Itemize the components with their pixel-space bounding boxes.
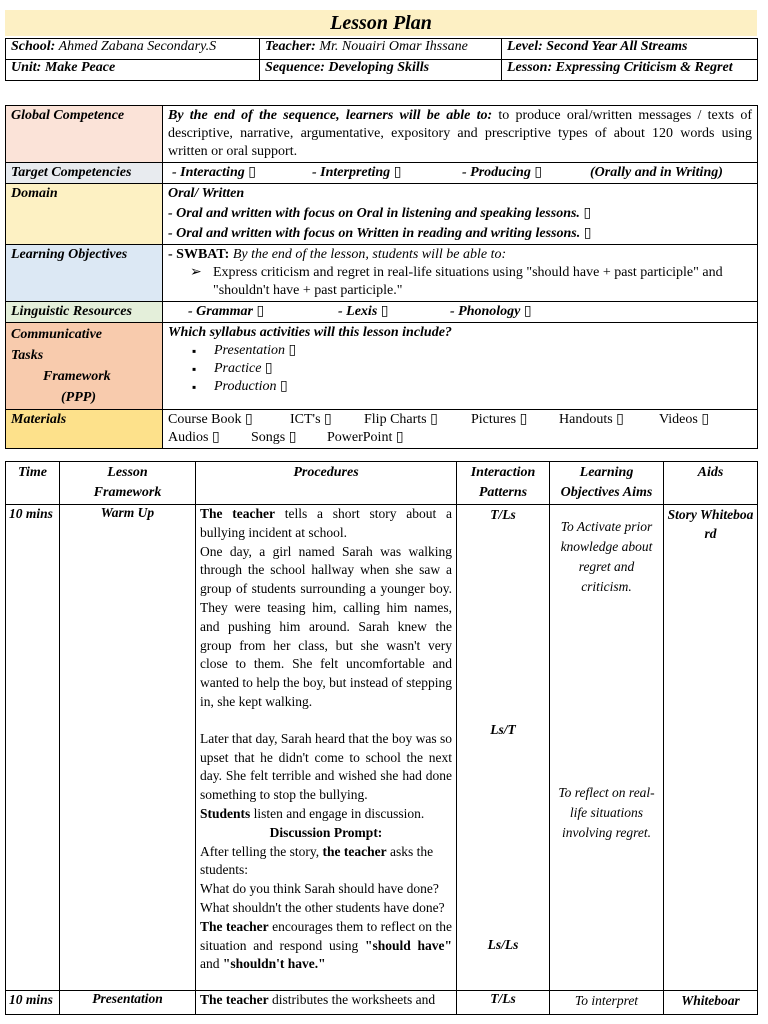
- level-cell: [502, 39, 758, 60]
- lesson-label: Lesson:: [507, 60, 553, 75]
- table-row: [6, 991, 758, 1015]
- time-cell: 10 mins: [6, 991, 60, 1015]
- aids-header: Aids: [664, 462, 758, 505]
- checkbox-icon: ▯: [534, 165, 543, 180]
- global-competence-text: By the end of the sequence, learners will be able to: to produce oral/written messages / texts of descriptive, narrative, argumentative, expository and prescriptive types of about 120 words using written or oral support.: [163, 106, 758, 163]
- checkbox-icon: ▯: [583, 206, 592, 221]
- level-value: Second Year All Streams: [546, 39, 688, 54]
- target-item: - Interpreting ▯: [312, 165, 402, 180]
- material-item: Audios ▯: [168, 430, 220, 445]
- checkbox-icon: ▯: [248, 165, 256, 180]
- tasks-list: [168, 342, 752, 396]
- linguistic-item: - Grammar ▯: [188, 304, 265, 319]
- pattern-1: T/Ls: [490, 507, 516, 522]
- question-1: What do you think Sarah should have done?: [200, 881, 439, 897]
- header-info-table: [5, 38, 758, 81]
- target-competencies: [163, 163, 758, 184]
- school-label: School:: [11, 39, 56, 54]
- aims-cell: [550, 505, 664, 991]
- teacher-cell: [260, 39, 502, 60]
- checkbox-icon: ▯: [430, 412, 438, 427]
- procedure-cell: The teacher distributes the worksheets and: [196, 991, 457, 1015]
- list-item: ▪ Presentation ▯: [214, 342, 752, 360]
- checkbox-icon: ▯: [288, 430, 297, 445]
- material-item: Songs ▯: [251, 430, 297, 445]
- checkbox-icon: ▯: [583, 226, 592, 241]
- domain-label: Domain: [6, 184, 163, 245]
- teacher-value: Mr. Nouairi Omar Ihssane: [319, 39, 468, 54]
- sequence-value: Developing Skills: [328, 60, 430, 75]
- checkbox-icon: ▯: [211, 430, 220, 445]
- checkbox-icon: ▯: [701, 412, 710, 427]
- checkbox-icon: ▯: [245, 412, 253, 427]
- material-item: Pictures ▯: [471, 412, 528, 427]
- sequence-cell: [260, 60, 502, 81]
- list-item: ▪ Production ▯: [214, 378, 752, 396]
- domain-title: Oral/ Written: [168, 186, 245, 201]
- domain-text: [163, 184, 758, 245]
- objective-item: [168, 264, 752, 300]
- linguistic-resources-label: Linguistic Resources: [6, 302, 163, 323]
- target-item: - Interacting ▯: [172, 165, 256, 180]
- interaction-cell: T/Ls: [457, 991, 550, 1015]
- material-item: ICT's ▯: [290, 412, 332, 427]
- checkbox-icon: ▯: [395, 430, 404, 445]
- pattern-2: Ls/T: [490, 722, 516, 737]
- material-item: PowerPoint ▯: [327, 430, 404, 445]
- target-competencies-label: Target Competencies: [6, 163, 163, 184]
- checkbox-icon: ▯: [380, 304, 389, 319]
- interaction-cell: [457, 505, 550, 991]
- target-item: - Producing ▯: [462, 165, 543, 180]
- discussion-prompt-title: Discussion Prompt:: [269, 824, 383, 840]
- swbat-label: - SWBAT:: [168, 247, 230, 262]
- time-header: Time: [6, 462, 60, 505]
- materials-list: [163, 410, 758, 449]
- level-label: Level:: [507, 39, 543, 54]
- table-row: [6, 505, 758, 991]
- procedure-table: [5, 461, 758, 1015]
- domain-line-1: - Oral and written with focus on Oral in listening and speaking lessons. ▯: [168, 206, 592, 221]
- question-2: What shouldn't the other students have done?: [200, 899, 445, 915]
- list-item: ▪ Practice ▯: [214, 360, 752, 378]
- procedures-header: Procedures: [196, 462, 457, 505]
- aims-header: Learning Objectives Aims: [550, 462, 664, 505]
- school-value: Ahmed Zabana Secondary.S: [58, 39, 217, 54]
- story-text: One day, a girl named Sarah was walking through the school hallway when she saw a group of students surrounding a younger boy. They were teasing him, calling him names, and pushing him around. Sarah knew the group from her class, but she wasn't very close to them. She felt uncomfortable and wanted to help the boy, but instead of stepping in, she kept walking.: [200, 543, 452, 709]
- interaction-header: Interaction Patterns: [457, 462, 550, 505]
- unit-cell: [6, 60, 260, 81]
- domain-line-2: - Oral and written with focus on Written in reading and writing lessons. ▯: [168, 226, 592, 241]
- checkbox-icon: ▯: [616, 412, 624, 427]
- stage-cell: Warm Up: [60, 505, 196, 991]
- stage-cell: Presentation: [60, 991, 196, 1015]
- teacher-label: Teacher:: [265, 39, 316, 54]
- procedure-header-row: [6, 462, 758, 505]
- tasks-question: Which syllabus activities will this lesson include?: [168, 325, 452, 340]
- checkbox-icon: ▯: [264, 361, 273, 376]
- checkbox-icon: ▯: [523, 304, 532, 319]
- materials-label: Materials: [6, 410, 163, 449]
- lesson-value: Expressing Criticism & Regret: [555, 60, 733, 75]
- material-item: Flip Charts ▯: [364, 412, 438, 427]
- page-title: Lesson Plan: [5, 10, 757, 36]
- communicative-tasks: [163, 323, 758, 410]
- linguistic-item: - Phonology ▯: [450, 304, 532, 319]
- material-item: Course Book ▯: [168, 412, 253, 427]
- checkbox-icon: ▯: [519, 412, 528, 427]
- pattern-3: Ls/Ls: [487, 937, 519, 952]
- aim-1: To Activate prior knowledge about regret and criticism.: [560, 519, 653, 594]
- checkbox-icon: ▯: [288, 343, 297, 358]
- time-cell: 10 mins: [6, 505, 60, 991]
- competency-table: [5, 105, 758, 449]
- aim-2: To reflect on real-life situations involving regret.: [558, 785, 655, 840]
- global-competence-label: Global Competence: [6, 106, 163, 163]
- lesson-cell: [502, 60, 758, 81]
- material-item: Videos ▯: [659, 412, 710, 427]
- linguistic-item: - Lexis ▯: [338, 304, 389, 319]
- communicative-tasks-label: Communicative Tasks Framework (PPP): [6, 323, 163, 410]
- arrow-bullet-icon: ➢: [190, 265, 202, 280]
- unit-label: Unit:: [11, 60, 42, 75]
- school-cell: [6, 39, 260, 60]
- checkbox-icon: ▯: [393, 165, 402, 180]
- objective-text: Express criticism and regret in real-life situations using "should have + past participle" and "shouldn't have + past participle.": [213, 265, 723, 298]
- target-tail: (Orally and in Writing): [590, 165, 723, 180]
- checkbox-icon: ▯: [279, 379, 288, 394]
- aims-cell: To interpret: [550, 991, 664, 1015]
- framework-header: Lesson Framework: [60, 462, 196, 505]
- material-item: Handouts ▯: [559, 412, 624, 427]
- checkbox-icon: ▯: [324, 412, 332, 427]
- procedure-cell: The teacher tells a short story about a bullying incident at school. One day, a girl named Sarah was walking through the school hallway when she saw a group of students surrounding a younger boy. They were teasing him, calling him names, and pushing him around. Sarah knew the group from her class, but she wasn't very close to them. She felt uncomfortable and wanted to help the boy, but instead of stepping in, she kept walking. Later that day, Sarah heard that the boy was so upset that he didn't come to school the next day. She felt terrible and wished she had done something to stop the bullying. Students listen and engage in discussion. Discussion Prompt: After telling the story, the teacher asks the students: What do you think Sarah should have done? What shouldn't the other students have done? The teacher encourages them to reflect on the situation and respond using "should have" and "shouldn't have.": [196, 505, 457, 991]
- linguistic-resources: [163, 302, 758, 323]
- checkbox-icon: ▯: [256, 304, 265, 319]
- learning-objectives-text: [163, 245, 758, 302]
- swbat-text: By the end of the lesson, students will be able to:: [229, 247, 507, 262]
- unit-value: Make Peace: [44, 60, 116, 75]
- learning-objectives-label: Learning Objectives: [6, 245, 163, 302]
- aids-cell: Whiteboar: [664, 991, 758, 1015]
- story-text-continued: Later that day, Sarah heard that the boy was so upset that he didn't come to school the next day. She felt terrible and wished she had done something to stop the bullying.: [200, 730, 452, 803]
- sequence-label: Sequence:: [265, 60, 325, 75]
- aids-cell: Story Whiteboard: [664, 505, 758, 991]
